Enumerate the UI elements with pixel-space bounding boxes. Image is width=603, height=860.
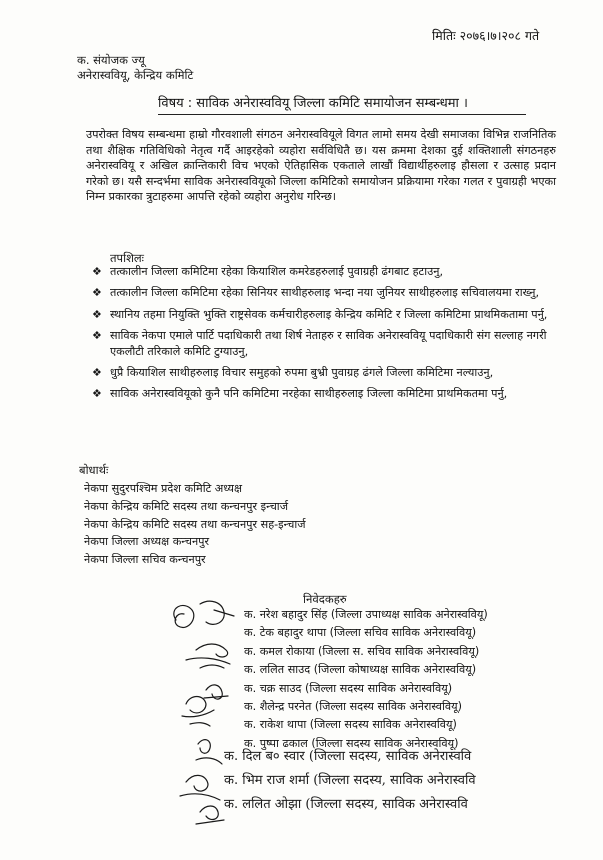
complaint-text: धुप्रै कियाशिल साथीहरुलाइ विचार समुहको रुपमा बुभ्री पुवाग्रह ढंगले जिल्ला कमिटिमा नल्याउनु, bbox=[110, 366, 494, 380]
letter-body: उपरोक्त विषय सम्बन्धमा हाम्रो गौरवशाली संगठन अनेरास्ववियूले विगत लामो समय देखी समाजका विभिन्न राजनितिक तथा शैक्षिक गतिविधिको नेतृत्व गर्दै आइरहेको व्यहोरा सर्वविधितै छ। यस क्रममा देशका दुई शक्तिशाली संगठनहरु अनेरास्ववियू र अखिल क्रान्तिकारी विच भएको ऐतिहासिक एकताले लाखौं विद्यार्थीहरुलाइ हौसला र उत्साह प्रदान गरेको छ। यसै सन्दर्भमा साविक अनेरास्ववियूको जिल्ला कमिटिको समायोजन प्रक्रियामा गरेका गलत र पुवाग्रही भएका निम्न प्रकारका त्रुटाहरुमा आपत्ति रहेको व्यहोरा अनुरोध गरिन्छ। bbox=[86, 128, 556, 204]
signatory-item: क. चक्र साउद (जिल्ला सदस्य साविक अनेरास्ववियू) bbox=[244, 681, 453, 695]
complaint-text: स्थानिय तहमा नियुक्ति भुक्ति राष्ट्रसेवक कर्मचारीहरुलाइ केन्द्रिय कमिटि र जिल्ला कमिटिमा प्राथमिकतामा पर्नु, bbox=[110, 307, 548, 321]
signatories-heading: निवेदकहरु bbox=[303, 592, 347, 606]
complaint-text: साविक अनेरास्ववियूको कुनै पनि कमिटिमा नरहेका साथीहरुलाइ जिल्ला कमिटिमा प्राथमिकतमा पर्नु, bbox=[110, 387, 508, 401]
letter-date: मितिः २०७६।७।२०८ गते bbox=[432, 28, 540, 43]
details-heading: तपशिलः bbox=[110, 251, 145, 265]
cc-heading: बोधार्थः bbox=[79, 463, 109, 477]
signatory-item: क. पुष्पा ढकाल (जिल्ला सदस्य साविक अनेरास्ववियू) bbox=[244, 736, 459, 750]
handwritten-signatory-item: क. दिल ब० स्वार (जिल्ला सदस्य, साविक अनेरास्ववि bbox=[224, 749, 472, 764]
complaint-text: साविक नेकपा एमाले पार्टि पदाधिकारी तथा शिर्ष नेताहरु र साविक अनेरास्ववियू पदाधिकारी संग सल्लाह नगरी एकलौटी तरिकाले कमिटि टुग्याउनु, bbox=[110, 329, 547, 358]
diamond-bullet-icon: ❖ bbox=[92, 265, 102, 278]
signature-mark bbox=[186, 644, 230, 668]
complaint-text: तत्कालीन जिल्ला कमिटिमा रहेका कियाशिल कमरेडहरुलाई पुवाग्रही ढंगबाट हटाउनु, bbox=[110, 265, 443, 278]
signatory-item: क. टेक बहादुर थापा (जिल्ला सचिव साविक अनेरास्ववियू) bbox=[244, 626, 477, 640]
signature-mark bbox=[180, 775, 220, 800]
diamond-bullet-icon: ❖ bbox=[92, 366, 102, 380]
handwritten-signatory-item: क. ललित ओझा (जिल्ला सदस्य, साविक अनेरास्ववि bbox=[224, 797, 468, 812]
signature-mark bbox=[174, 601, 234, 627]
signatory-item: क. ललित साउद (जिल्ला कोषाध्यक्ष साविक अनेरास्ववियू) bbox=[244, 663, 477, 677]
signatory-item: क. राकेश थापा (जिल्ला सदस्य साविक अनेरास्ववियू) bbox=[244, 718, 457, 732]
cc-item: नेकपा जिल्ला सचिव कन्चनपुर bbox=[84, 553, 206, 567]
recipient-organization: अनेरास्ववियू, केन्द्रिय कमिटि bbox=[77, 68, 194, 82]
diamond-bullet-icon: ❖ bbox=[92, 387, 102, 401]
signature-mark bbox=[196, 740, 222, 764]
diamond-bullet-icon: ❖ bbox=[92, 307, 102, 321]
signatory-item: क. शैलेन्द्र परनेत (जिल्ला सदस्य साविक अनेरास्ववियू) bbox=[244, 700, 462, 714]
cc-item: नेकपा केन्द्रिय कमिटि सदस्य तथा कन्चनपुर सह-इन्चार्ज bbox=[84, 517, 306, 531]
signature-mark bbox=[182, 697, 214, 727]
recipient-title: क. संयोजक ज्यू bbox=[77, 53, 145, 67]
signatory-item: क. नरेश बहादुर सिंह (जिल्ला उपाध्यक्ष साविक अनेरास्ववियू) bbox=[244, 608, 488, 621]
complaint-text: तत्कालीन जिल्ला कमिटिमा रहेका सिनियर साथीहरुलाइ भन्दा नया जुनियर साथीहरुलाइ सचिवालयमा राख्नु, bbox=[110, 286, 540, 300]
handwritten-signatory-item: क. भिम राज शर्मा (जिल्ला सदस्य, साविक अनेरास्ववि bbox=[224, 773, 476, 788]
diamond-bullet-icon: ❖ bbox=[92, 286, 102, 300]
signature-mark bbox=[196, 806, 224, 824]
signatory-item: क. कमल रोकाया (जिल्ला स. सचिव साविक अनेरास्ववियू) bbox=[244, 644, 480, 658]
letter-subject: विषय : साविक अनेरास्ववियू जिल्ला कमिटि समायोजन सम्बन्धमा । bbox=[158, 96, 468, 111]
cc-item: नेकपा सुदुरपश्चिम प्रदेश कमिटि अध्यक्ष bbox=[84, 482, 243, 495]
cc-item: नेकपा केन्द्रिय कमिटि सदस्य तथा कन्चनपुर इन्चार्ज bbox=[84, 499, 288, 513]
diamond-bullet-icon: ❖ bbox=[92, 329, 102, 343]
signature-mark bbox=[204, 685, 228, 699]
cc-item: नेकपा जिल्ला अध्यक्ष कन्चनपुर bbox=[84, 535, 210, 549]
